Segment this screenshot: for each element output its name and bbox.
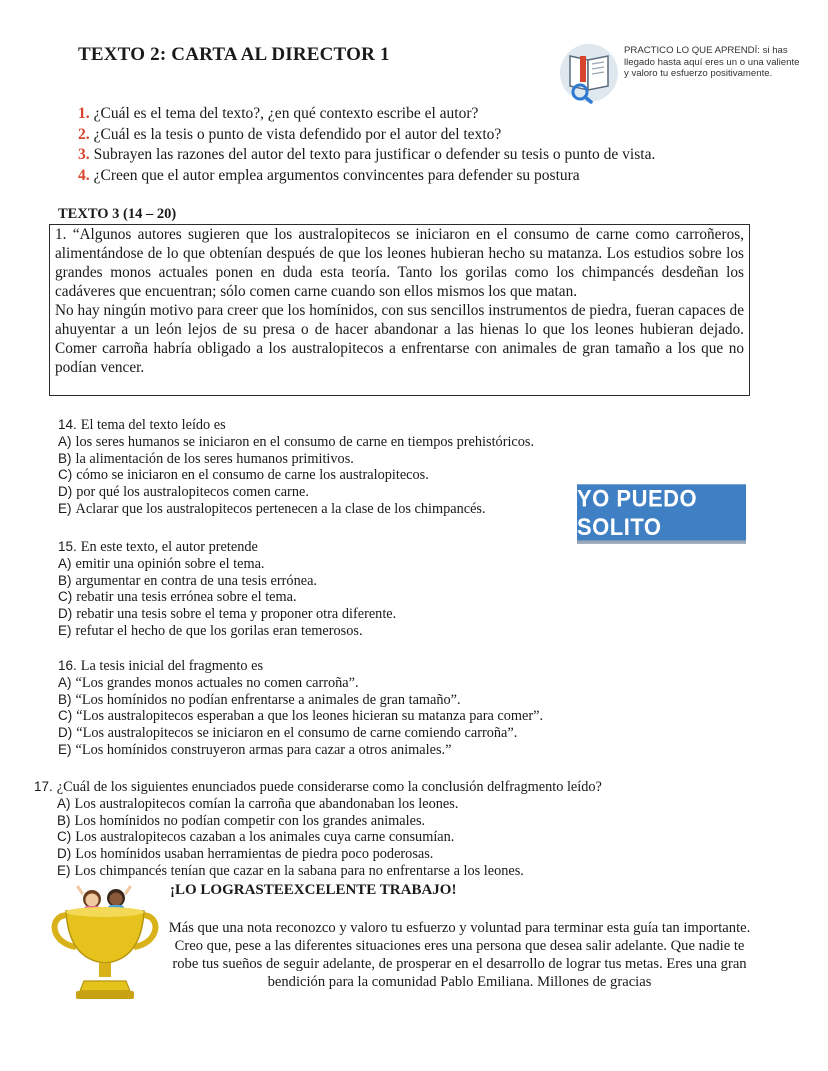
question-item: 4. ¿Creen que el autor emplea argumentos convincentes para defender su postura [78,166,580,184]
question-stem: 16. La tesis inicial del fragmento es [58,658,264,674]
answer-option: E) “Los homínidos construyeron armas para cazar a otros animales.” [58,741,452,758]
answer-option: B) argumentar en contra de una tesis errónea. [58,572,317,589]
answer-option: E) refutar el hecho de que los gorilas eran temerosos. [58,622,363,639]
book-magnifier-icon [558,42,620,104]
texto2-question-list [78,104,655,186]
yo-puedo-solito-badge: YO PUEDO SOLITO [577,484,746,543]
question-item: 3. Subrayen las razones del autor del texto para justificar o defender su tesis o punto de vista. [78,146,656,163]
answer-option: C) rebatir una tesis errónea sobre el tema. [58,589,297,606]
answer-option: D) Los homínidos usaban herramientas de piedra poco poderosas. [57,846,434,863]
question-14 [58,417,534,518]
reading-passage [49,224,750,396]
answer-option: B) Los homínidos no podían competir con los grandes animales. [57,812,426,829]
question-stem: 15. En este texto, el autor pretende [58,539,258,555]
promo-text: PRACTICO LO QUE APRENDÍ: si has llegado hasta aquí eres un o una valiente y valoro tu esfuerzo positivamente. [624,45,800,79]
question-item: 1. ¿Cuál es el tema del texto?, ¿en qué contexto escribe el autor? [78,105,479,122]
question-stem: 17. ¿Cuál de los siguientes enunciados puede considerarse como la conclusión delfragmento leído? [34,779,602,795]
passage-paragraph: No hay ningún motivo para creer que los homínidos, con sus sencillos instrumentos de piedra, fueran capaces de ahuyentar a un león lejos de su presa o de hacer abandonar a las hienas lo que los leones hubieran dejado. Comer carroña habría obligado a los australopitecos a enfrentarse con animales de gran tamaño a los que no podían vencer. [55,302,744,376]
answer-option: B) la alimentación de los seres humanos primitivos. [58,450,354,467]
answer-option: A) emitir una opinión sobre el tema. [58,555,265,572]
question-15 [58,539,396,640]
section-heading: TEXTO 3 (14 – 20) [58,206,177,222]
trophy-children-icon [46,885,168,1003]
answer-option: E) Los chimpancés tenían que cazar en la sabana para no enfrentarse a los leones. [57,862,524,879]
answer-option: D) rebatir una tesis sobre el tema y proponer otra diferente. [58,606,397,623]
question-16 [58,658,543,759]
answer-option: A) “Los grandes monos actuales no comen carroña”. [58,674,359,691]
question-stem: 14. El tema del texto leído es [58,417,226,433]
answer-option: A) Los australopitecos comían la carroña que abandonaban los leones. [57,795,459,812]
answer-option: E) Aclarar que los australopitecos pertenecen a la clase de los chimpancés. [58,500,486,517]
answer-option: C) cómo se iniciaron en el consumo de carne los australopitecos. [58,467,429,484]
answer-option: D) “Los australopitecos se iniciaron en el consumo de carne comiendo carroña”. [58,725,518,742]
answer-option: D) por qué los australopitecos comen carne. [58,484,309,501]
answer-option: C) “Los australopitecos esperaban a que los leones hicieran su matanza para comer”. [58,708,544,725]
congrats-heading: ¡LO LOGRASTEEXCELENTE TRABAJO! [170,882,457,898]
question-item: 2. ¿Cuál es la tesis o punto de vista defendido por el autor del texto? [78,125,502,143]
closing-message: Más que una nota reconozco y valoro tu esfuerzo y voluntad para terminar esta guía tan importante. Creo que, pese a las diferentes situaciones eres una persona que desea salir adelante. Que nadie te robe tus sueños de seguir adelante, de prosperar en el desarrollo de lograr tus metas. Eres una gran bendición para la comunidad Pablo Emiliana. Millones de gracias [168,920,751,990]
answer-option: A) los seres humanos se iniciaron en el consumo de carne en tiempos prehistóricos. [58,433,535,450]
answer-option: B) “Los homínidos no podían enfrentarse a animales de gran tamaño”. [58,691,461,708]
page-title: TEXTO 2: CARTA AL DIRECTOR 1 [78,44,390,65]
answer-option: C) Los australopitecos cazaban a los animales cuya carne consumían. [57,829,455,846]
question-17 [34,779,602,880]
passage-paragraph: 1. “Algunos autores sugieren que los australopitecos se iniciaron en el consumo de carne como carroñeros, alimentándose de lo que obtenían después de que los leones hubieran hecho su matanza. Los estudios sobre los grandes monos actuales ponen en duda esta teoría. Tanto los gorilas como los chimpancés desdeñan los cadáveres que encuentran; sólo comen carne cuando son ellos mismos los que matan. [55,226,744,300]
